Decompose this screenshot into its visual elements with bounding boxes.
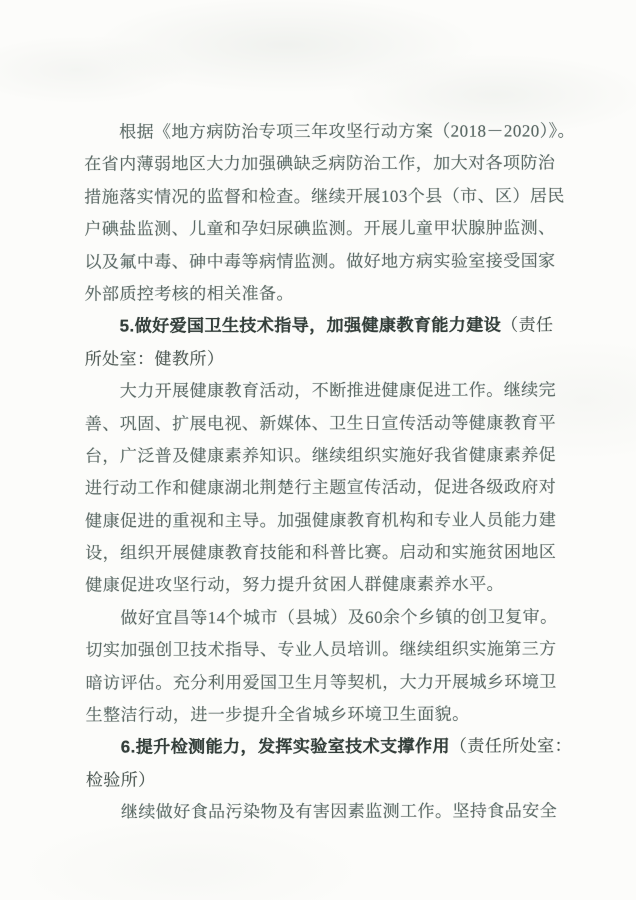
text-line <box>85 472 559 506</box>
line-text: 做好宜昌等14个城市（县城）及60余个乡镇的创卫复审。 <box>120 607 558 628</box>
text-line <box>85 407 559 441</box>
responsible-dept-note: 所处室：健教所） <box>84 348 225 369</box>
section-heading-5-continued <box>85 342 559 376</box>
document-body <box>84 115 576 829</box>
responsible-dept-note: 检验所） <box>85 770 156 790</box>
line-text: 台，广泛普及健康素养知识。继续组织实施好我省健康素养促 <box>84 445 557 466</box>
line-text: 健康促进的重视和主导。加强健康教育机构和专业人员能力建 <box>85 510 557 531</box>
line-text: 生整洁行动，进一步提升全省城乡环境卫生面貌。 <box>85 704 470 725</box>
line-text: 健康促进攻坚行动，努力提升贫困人群健康素养水平。 <box>85 574 505 596</box>
line-text: 根据《地方病防治专项三年攻坚行动方案（2018－2020）》。 <box>119 121 576 142</box>
line-text: 大力开展健康教育活动，不断推进健康促进工作。继续完 <box>119 380 557 401</box>
text-line <box>84 213 558 247</box>
text-line <box>84 245 558 279</box>
line-text: 继续做好食品污染物及有害因素监测工作。坚持食品安全 <box>120 801 558 822</box>
text-line <box>84 277 558 311</box>
text-line <box>85 504 559 538</box>
text-line <box>85 634 559 668</box>
line-text: 暗访评估。充分利用爱国卫生月等契机，大力开展城乡环境卫 <box>85 672 557 693</box>
heading-text: 5.做好爱国卫生技术指导，加强健康教育能力建设 <box>119 315 502 336</box>
text-line <box>84 148 558 182</box>
responsible-dept-note: （责任所处室： <box>449 736 573 757</box>
text-line <box>86 666 560 700</box>
responsible-dept-note: （责任 <box>501 315 554 335</box>
text-line <box>86 796 560 830</box>
text-line <box>85 536 559 570</box>
section-heading-6-continued <box>86 763 560 797</box>
line-text: 户碘盐监测、儿童和孕妇尿碘监测。开展儿童甲状腺肿监测、 <box>84 218 556 239</box>
text-line <box>86 698 560 732</box>
line-text: 善、巩固、扩展电视、新媒体、卫生日宣传活动等健康教育平 <box>84 412 557 434</box>
line-text: 以及氟中毒、砷中毒等病情监测。做好地方病实验室接受国家 <box>84 250 556 272</box>
text-line <box>84 115 576 149</box>
text-line <box>85 569 559 603</box>
text-line <box>85 601 559 635</box>
line-text: 进行动工作和健康湖北荆楚行主题宣传活动，促进各级政府对 <box>85 477 557 498</box>
line-text: 切实加强创卫技术指导、专业人员培训。继续组织实施第三方 <box>85 639 557 660</box>
line-text: 在省内薄弱地区大力加强碘缺乏病防治工作，加大对各项防治 <box>84 153 556 175</box>
line-text: 外部质控考核的相关准备。 <box>84 284 294 304</box>
text-line <box>85 439 559 473</box>
text-line <box>84 180 565 214</box>
section-heading-6 <box>86 731 573 765</box>
text-line <box>85 375 559 409</box>
line-text: 措施落实情况的监督和检查。继续开展103个县（市、区）居民 <box>84 186 565 207</box>
section-heading-5 <box>85 310 559 344</box>
line-text: 设，组织开展健康教育技能和科普比赛。启动和实施贫困地区 <box>85 542 557 563</box>
heading-text: 6.提升检测能力，发挥实验室技术支撑作用 <box>120 737 450 757</box>
